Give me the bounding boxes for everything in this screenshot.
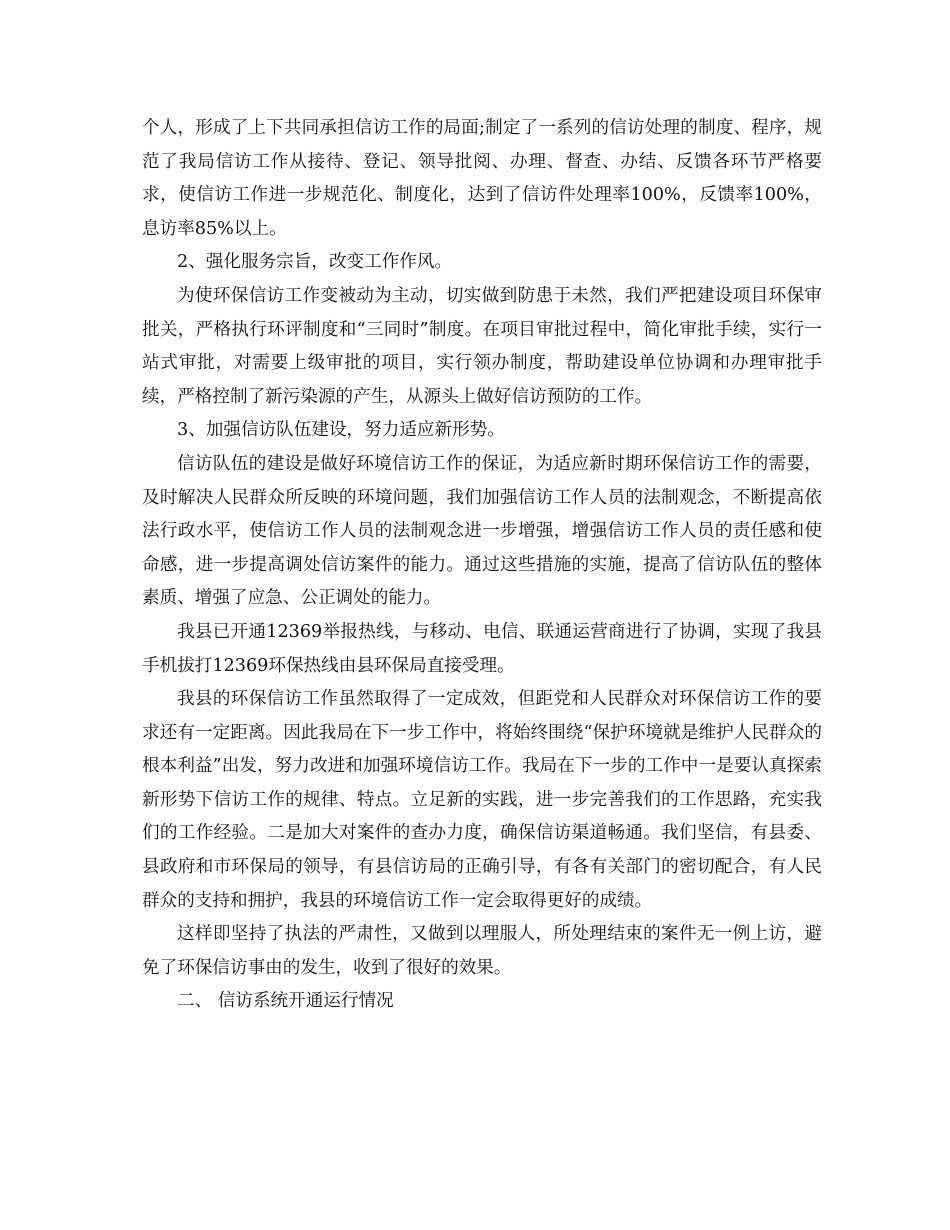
paragraph-2-subheading: 2、强化服务宗旨，改变工作作风。: [177, 252, 453, 273]
paragraph-5: 信访队伍的建设是做好环境信访工作的保证，为适应新时期环保信访工作的需要，及时解决人民群众所反映的环境问题，我们加强信访工作人员的法制观念，不断提高依法行政水平，使信访工作人员的法制观念进一步增强，增强信访工作人员的责任感和使命感，进一步提高调处信访案件的能力。通过这些措施的实施，提高了信访队伍的整体素质、增强了应急、公正调处的能力。: [142, 453, 822, 609]
section-heading: 二、 信访系统开通运行情况: [177, 991, 394, 1012]
paragraph-8: 这样即坚持了执法的严肃性，又做到以理服人，所处理结束的案件无一例上访，避免了环保信访事由的发生，收到了很好的效果。: [142, 924, 822, 978]
paragraph-1: 个人，形成了上下共同承担信访工作的局面;制定了一系列的信访处理的制度、程序，规范了我局信访工作从接待、登记、领导批阅、办理、督查、办结、反馈各环节严格要求，使信访工作进一步规范化、制度化，达到了信访件处理率100%，反馈率100%，息访率85%以上。: [142, 118, 822, 239]
paragraph-3: 为使环保信访工作变被动为主动，切实做到防患于未然，我们严把建设项目环保审批关，严格执行环评制度和“三同时”制度。在项目审批过程中，简化审批手续，实行一站式审批，对需要上级审批的项目，实行领办制度，帮助建设单位协调和办理审批手续，严格控制了新污染源的产生，从源头上做好信访预防的工作。: [142, 285, 822, 407]
paragraph-4-subheading: 3、加强信访队伍建设，努力适应新形势。: [177, 420, 505, 441]
paragraph-6: 我县已开通12369举报热线，与移动、电信、联通运营商进行了协调，实现了我县手机拔打12369环保热线由县环保局直接受理。: [142, 621, 822, 676]
document-body: [142, 112, 822, 1019]
paragraph-7: 我县的环保信访工作虽然取得了一定成效，但距党和人民群众对环保信访工作的要求还有一定距离。因此我局在下一步工作中，将始终围绕“保护环境就是维护人民群众的根本利益”出发，努力改进和加强环境信访工作。我局在下一步的工作中一是要认真探索新形势下信访工作的规律、特点。立足新的实践，进一步完善我们的工作思路，充实我们的工作经验。二是加大对案件的查办力度，确保信访渠道畅通。我们坚信，有县委、县政府和市环保局的领导，有县信访局的正确引导，有各有关部门的密切配合，有人民群众的支持和拥护，我县的环境信访工作一定会取得更好的成绩。: [142, 689, 822, 911]
